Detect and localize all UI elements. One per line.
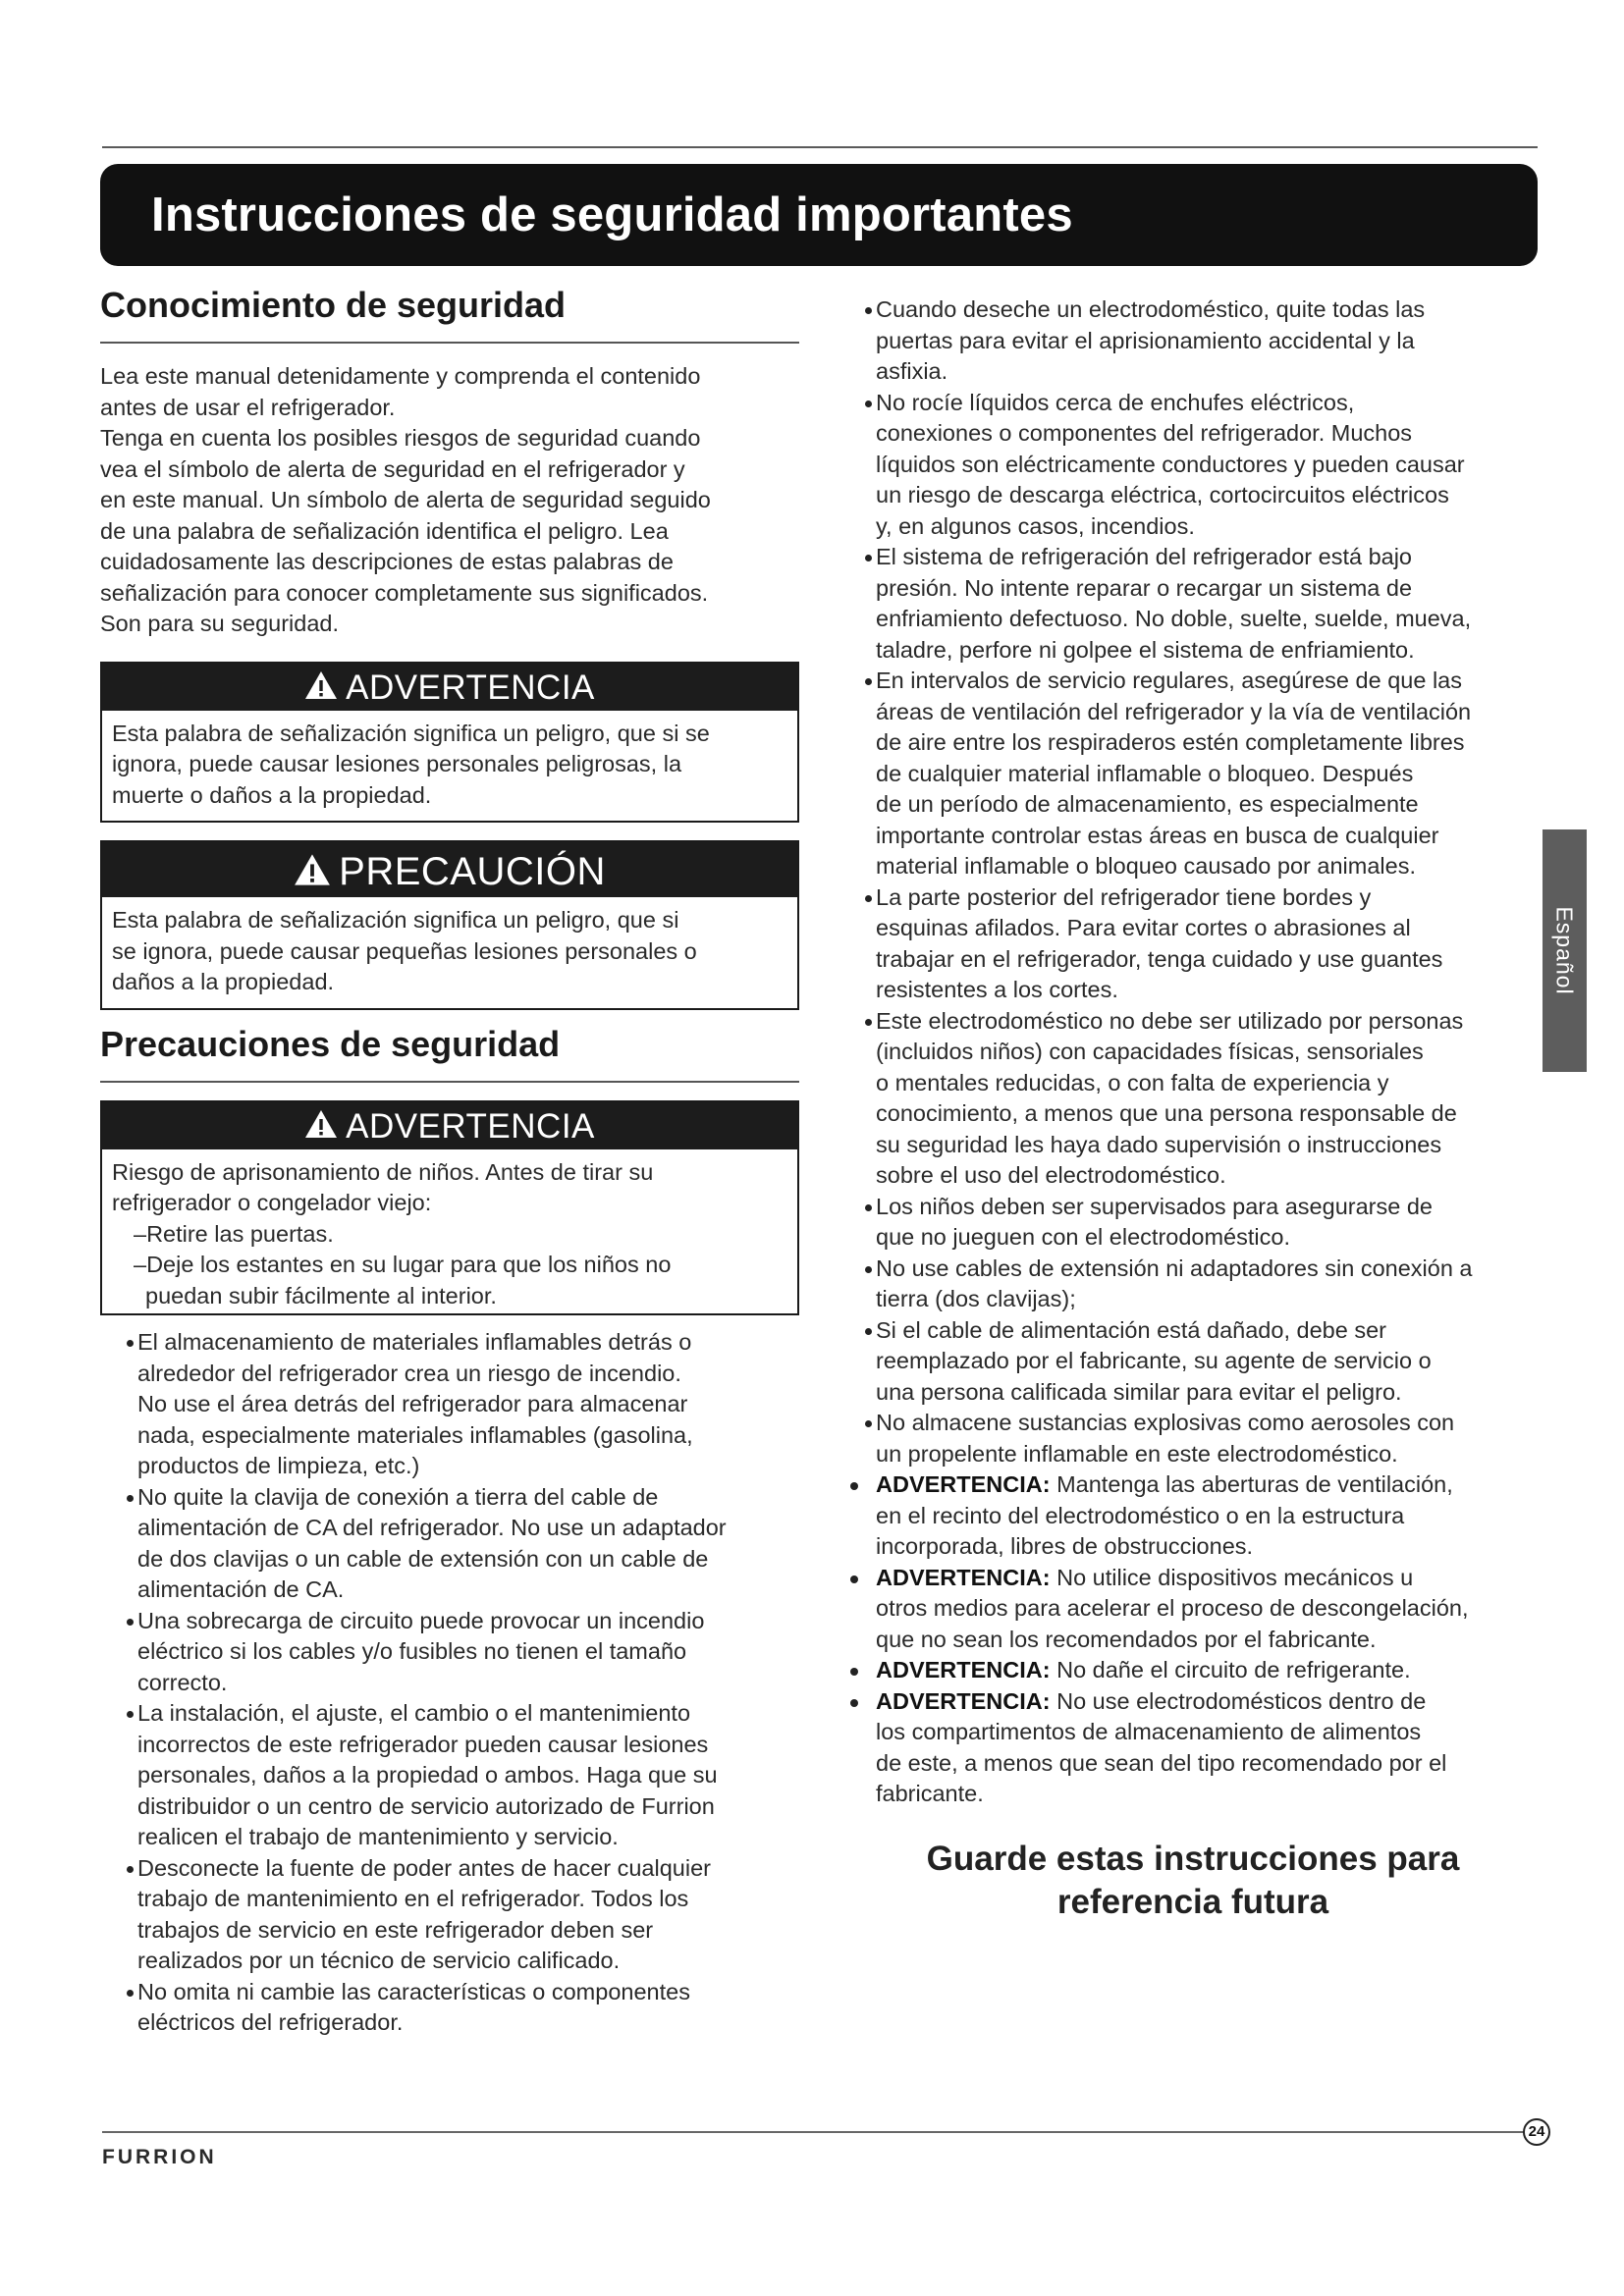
- bullet-item: [100, 1482, 799, 1606]
- bullet-item: [852, 388, 1573, 543]
- bullet-line: taladre, perfore ni golpee el sistema de enfriamiento.: [876, 636, 1415, 663]
- right-bullet-list: [852, 294, 1573, 1469]
- bullet-dot-icon: [850, 1699, 858, 1707]
- bullet-item: [852, 1408, 1573, 1469]
- intro-line: señalización para conocer completamente sus significados.: [100, 579, 709, 606]
- bullet-line: su seguridad les haya dado supervisión o instrucciones: [876, 1131, 1442, 1157]
- bullet-line: No quite la clavija de conexión a tierra del cable de: [137, 1483, 659, 1510]
- bullet-item: [852, 1006, 1573, 1192]
- intro-paragraph: [100, 361, 799, 640]
- bullet-item: [852, 882, 1573, 1006]
- bullet-dot-icon: [127, 1866, 134, 1873]
- bullet-line: No rocíe líquidos cerca de enchufes eléctricos,: [876, 389, 1355, 415]
- bullet-dot-icon: [865, 307, 872, 314]
- bullet-line: esquinas afilados. Para evitar cortes o abrasiones al: [876, 915, 1411, 940]
- bullet-dot-icon: [865, 1420, 872, 1427]
- intro-line: en este manual. Un símbolo de alerta de seguridad seguido: [100, 487, 711, 512]
- bullet-line: de dos clavijas o un cable de extensión con un cable de: [137, 1545, 709, 1572]
- bullet-item: [100, 1853, 799, 1977]
- bullet-line: que no sean los recomendados por el fabricante.: [876, 1626, 1377, 1652]
- bullet-dot-icon: [127, 1495, 134, 1502]
- bullet-line: alimentación de CA del refrigerador. No use un adaptador: [137, 1515, 727, 1540]
- bullet-text: No utilice dispositivos mecánicos u: [1050, 1564, 1414, 1590]
- bullet-line: líquidos son eléctricamente conductores y pueden causar: [876, 451, 1465, 477]
- bullet-item: [852, 1563, 1573, 1656]
- section-title-precautions: Precauciones de seguridad: [100, 1024, 799, 1083]
- caution-text: [102, 897, 797, 1008]
- bullet-item: [100, 1327, 799, 1482]
- bullet-line: que no jueguen con el electrodoméstico.: [876, 1224, 1290, 1250]
- bullet-item: [100, 1606, 799, 1699]
- bullet-line: resistentes a los cortes.: [876, 977, 1118, 1002]
- caution-box: [100, 840, 799, 1010]
- bullet-item: [852, 666, 1573, 882]
- bullet-line: [876, 1469, 1573, 1501]
- warning-header-2: [102, 1102, 797, 1149]
- bullet-text: Mantenga las aberturas de ventilación,: [1050, 1471, 1453, 1497]
- warning-title-1: ADVERTENCIA: [346, 667, 595, 707]
- bullet-line: (incluidos niños) con capacidades físicas, sensoriales: [876, 1039, 1424, 1064]
- bullet-line: Los niños deben ser supervisados para asegurarse de: [876, 1193, 1433, 1219]
- bullet-line: No almacene sustancias explosivas como aerosoles con: [876, 1410, 1455, 1435]
- bullet-dot-icon: [865, 555, 872, 561]
- bullet-line: fabricante.: [876, 1781, 984, 1806]
- bullet-dot-icon: [850, 1575, 858, 1583]
- bullet-line: [876, 1655, 1573, 1686]
- bullet-line: trabajar en el refrigerador, tenga cuidado y use guantes: [876, 945, 1443, 972]
- bullet-line: material inflamable o bloqueo causado por animales.: [876, 853, 1416, 879]
- bullet-line: una persona calificada similar para evitar el peligro.: [876, 1378, 1402, 1405]
- bullet-line: eléctricos del refrigerador.: [137, 2009, 404, 2035]
- bullet-dot-icon: [865, 678, 872, 685]
- warning-sub-3: puedan subir fácilmente al interior.: [145, 1282, 497, 1308]
- warning-line: Esta palabra de señalización significa un peligro, que si se: [112, 720, 710, 746]
- advertencia-label: ADVERTENCIA:: [876, 1657, 1051, 1682]
- caution-line: se ignora, puede causar pequeñas lesiones personales o: [112, 937, 697, 964]
- bullet-line: personales, daños a la propiedad o ambos. Haga que su: [137, 1762, 718, 1788]
- intro-line: antes de usar el refrigerador.: [100, 394, 396, 420]
- bullet-line: un propelente inflamable en este electrodoméstico.: [876, 1440, 1398, 1467]
- caution-header: [102, 842, 797, 897]
- bullet-line: incorrectos de este refrigerador pueden causar lesiones: [137, 1731, 709, 1757]
- advertencia-bullet-list: [852, 1469, 1573, 1810]
- intro-line: Son para su seguridad.: [100, 611, 339, 636]
- warning-header-1: [102, 664, 797, 711]
- bullet-line: reemplazado por el fabricante, su agente de servicio o: [876, 1348, 1432, 1373]
- bullet-line: presión. No intente reparar o recargar un sistema de: [876, 574, 1413, 601]
- page-title: Instrucciones de seguridad importantes: [151, 188, 1073, 241]
- bullet-line: alimentación de CA.: [137, 1576, 345, 1602]
- bullet-line: asfixia.: [876, 358, 948, 384]
- bullet-line: de cualquier material inflamable o bloqueo. Después: [876, 760, 1414, 786]
- bullet-item: [852, 1254, 1573, 1315]
- bullet-line: sobre el uso del electrodoméstico.: [876, 1162, 1226, 1188]
- bullet-line: los compartimentos de almacenamiento de alimentos: [876, 1719, 1422, 1744]
- bullet-line: [876, 1563, 1573, 1594]
- bullet-item: [852, 1315, 1573, 1409]
- intro-line: Tenga en cuenta los posibles riesgos de seguridad cuando: [100, 425, 701, 451]
- bullet-dot-icon: [865, 1328, 872, 1335]
- bullet-line: puertas para evitar el aprisionamiento accidental y la: [876, 327, 1415, 353]
- intro-line: Lea este manual detenidamente y comprenda el contenido: [100, 363, 701, 389]
- advertencia-label: ADVERTENCIA:: [876, 1564, 1051, 1590]
- bullet-dot-icon: [865, 400, 872, 407]
- warning-line: refrigerador o congelador viejo:: [112, 1190, 432, 1215]
- bullet-text: No use electrodomésticos dentro de: [1050, 1687, 1427, 1714]
- bullet-line: áreas de ventilación del refrigerador y la vía de ventilación: [876, 698, 1472, 724]
- left-column: [100, 285, 799, 2039]
- warning-title-2: ADVERTENCIA: [346, 1106, 595, 1146]
- caution-line: daños a la propiedad.: [112, 969, 335, 994]
- bullet-line: de aire entre los respiraderos estén completamente libres: [876, 729, 1465, 755]
- warning-box-2: [100, 1100, 799, 1316]
- bullet-line: realicen el trabajo de mantenimiento y servicio.: [137, 1824, 619, 1849]
- warning-text-2: [102, 1149, 797, 1314]
- warning-triangle-icon: [304, 670, 338, 700]
- warning-line: Riesgo de aprisonamiento de niños. Antes de tirar su: [112, 1158, 654, 1185]
- bullet-line: un riesgo de descarga eléctrica, cortocircuitos eléctricos: [876, 482, 1449, 507]
- bullet-line: importante controlar estas áreas en busca de cualquier: [876, 822, 1439, 848]
- advertencia-label: ADVERTENCIA:: [876, 1687, 1051, 1714]
- bullet-line: Este electrodoméstico no debe ser utilizado por personas: [876, 1007, 1464, 1034]
- bullet-line: trabajos de servicio en este refrigerador deben ser: [137, 1916, 654, 1943]
- bullet-line: trabajo de mantenimiento en el refrigerador. Todos los: [137, 1886, 689, 1911]
- save-line-2: referencia futura: [1056, 1882, 1329, 1921]
- bullet-line: distribuidor o un centro de servicio autorizado de Furrion: [137, 1792, 715, 1819]
- warning-line: muerte o daños a la propiedad.: [112, 781, 432, 808]
- bullet-dot-icon: [127, 1711, 134, 1718]
- bullet-line: Cuando deseche un electrodoméstico, quite todas las: [876, 296, 1426, 322]
- caution-title: PRECAUCIÓN: [339, 850, 606, 893]
- brand-logo: FURRION: [102, 2146, 217, 2168]
- bullet-line: [876, 1686, 1573, 1718]
- bullet-item: [852, 1686, 1573, 1810]
- caution-triangle-icon: [294, 853, 331, 886]
- bullet-item: [852, 1192, 1573, 1254]
- top-rule: [102, 146, 1538, 148]
- bullet-line: eléctrico si los cables y/o fusibles no tienen el tamaño: [137, 1638, 687, 1664]
- page-number: 24: [1523, 2118, 1550, 2146]
- bullet-dot-icon: [865, 895, 872, 902]
- bullet-line: correcto.: [137, 1669, 228, 1695]
- bullet-dot-icon: [850, 1482, 858, 1490]
- bullet-line: de un período de almacenamiento, es especialmente: [876, 791, 1419, 817]
- bullet-line: El almacenamiento de materiales inflamables detrás o: [137, 1329, 692, 1355]
- bullet-dot-icon: [127, 1340, 134, 1347]
- bullet-line: alrededor del refrigerador crea un riesgo de incendio.: [137, 1360, 681, 1386]
- bullet-dot-icon: [127, 1990, 134, 1997]
- left-bullet-list: [100, 1327, 799, 2039]
- intro-line: de una palabra de señalización identifica el peligro. Lea: [100, 517, 669, 544]
- right-column: [852, 294, 1573, 1924]
- bullet-item: [100, 1977, 799, 2039]
- bullet-line: La instalación, el ajuste, el cambio o el mantenimiento: [137, 1700, 691, 1726]
- bullet-line: productos de limpieza, etc.): [137, 1453, 420, 1478]
- bullet-line: otros medios para acelerar el proceso de descongelación,: [876, 1595, 1469, 1621]
- bullet-line: No use el área detrás del refrigerador para almacenar: [137, 1391, 688, 1416]
- bullet-dot-icon: [865, 1266, 872, 1273]
- language-label: Español: [1552, 906, 1578, 995]
- bullet-item: [852, 542, 1573, 666]
- warning-sub-2: –Deje los estantes en su lugar para que los niños no: [134, 1252, 672, 1277]
- bullet-line: conocimiento, a menos que una persona responsable de: [876, 1100, 1457, 1126]
- bullet-line: incorporada, libres de obstrucciones.: [876, 1533, 1254, 1559]
- caution-line: Esta palabra de señalización significa un peligro, que si: [112, 907, 679, 933]
- bullet-text: No dañe el circuito de refrigerante.: [1050, 1657, 1411, 1682]
- bullet-item: [852, 294, 1573, 388]
- header-banner: [100, 164, 1538, 266]
- language-side-tab: [1543, 829, 1587, 1072]
- bullet-item: [100, 1698, 799, 1853]
- save-instructions-title: [852, 1838, 1573, 1924]
- bullet-line: No omita ni cambie las características o componentes: [137, 1978, 690, 2004]
- bullet-line: en el recinto del electrodoméstico o en la estructura: [876, 1502, 1405, 1528]
- bullet-dot-icon: [127, 1619, 134, 1626]
- bullet-line: realizados por un técnico de servicio calificado.: [137, 1948, 621, 1973]
- bullet-line: de este, a menos que sean del tipo recomendado por el: [876, 1749, 1447, 1776]
- bullet-line: En intervalos de servicio regulares, asegúrese de que las: [876, 667, 1462, 693]
- bullet-line: y, en algunos casos, incendios.: [876, 512, 1195, 539]
- bullet-line: nada, especialmente materiales inflamables (gasolina,: [137, 1421, 693, 1448]
- intro-line: cuidadosamente las descripciones de estas palabras de: [100, 549, 674, 574]
- warning-triangle-icon: [304, 1109, 338, 1139]
- bullet-line: o mentales reducidas, o con falta de experiencia y: [876, 1069, 1389, 1095]
- bullet-item: [852, 1469, 1573, 1563]
- warning-sub-1: –Retire las puertas.: [134, 1220, 334, 1247]
- bullet-dot-icon: [850, 1668, 858, 1676]
- bullet-item: [852, 1655, 1573, 1686]
- bullet-line: La parte posterior del refrigerador tiene bordes y: [876, 883, 1372, 910]
- bullet-line: Si el cable de alimentación está dañado, debe ser: [876, 1316, 1386, 1343]
- bullet-line: conexiones o componentes del refrigerador. Muchos: [876, 420, 1413, 446]
- advertencia-label: ADVERTENCIA:: [876, 1471, 1051, 1497]
- intro-line: vea el símbolo de alerta de seguridad en el refrigerador y: [100, 455, 685, 482]
- section-title-knowledge: Conocimiento de seguridad: [100, 285, 799, 344]
- bullet-line: Una sobrecarga de circuito puede provocar un incendio: [137, 1607, 705, 1633]
- bullet-line: tierra (dos clavijas);: [876, 1286, 1076, 1311]
- warning-box-1: [100, 662, 799, 824]
- bullet-dot-icon: [865, 1019, 872, 1026]
- save-line-1: Guarde estas instrucciones para: [926, 1839, 1460, 1878]
- bullet-line: Desconecte la fuente de poder antes de hacer cualquier: [137, 1854, 711, 1881]
- bullet-dot-icon: [865, 1204, 872, 1211]
- warning-text-1: [102, 711, 797, 822]
- bullet-line: El sistema de refrigeración del refrigerador está bajo: [876, 544, 1412, 569]
- bullet-line: enfriamiento defectuoso. No doble, suelte, suelde, mueva,: [876, 606, 1472, 631]
- bullet-line: No use cables de extensión ni adaptadores sin conexión a: [876, 1255, 1473, 1281]
- bottom-rule: [102, 2131, 1528, 2133]
- warning-line: ignora, puede causar lesiones personales peligrosas, la: [112, 751, 682, 776]
